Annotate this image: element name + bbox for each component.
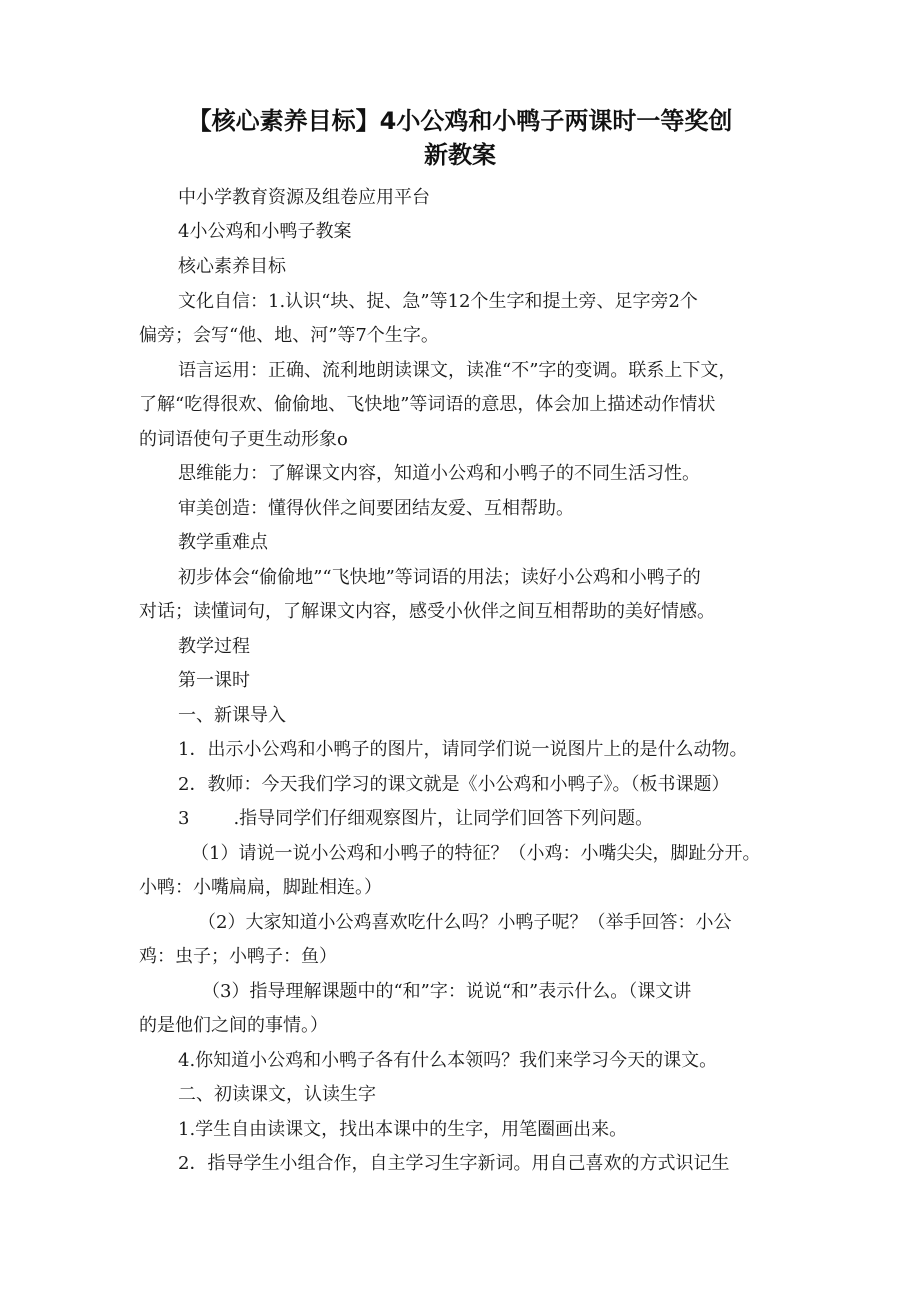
list-item-number: 3 (178, 808, 190, 829)
paragraph-line: 文化自信：1.认识“块、捉、急”等12个生字和提土旁、足字旁2个 (178, 291, 698, 312)
heading-reading: 二、初读课文，认读生字 (178, 1084, 376, 1105)
paragraph-line: 语言运用：正确、流利地朗读课文，读准“不”字的变调。联系上下文， (178, 360, 737, 381)
paragraph-line: （2）大家知道小公鸡喜欢吃什么吗？小鸭子呢？（举手回答：小公 (198, 912, 732, 933)
document-title (120, 104, 800, 172)
list-item: 2．教师：今天我们学习的课文就是《小公鸡和小鸭子》。（板书课题） (178, 774, 730, 795)
lesson-name: 4小公鸡和小鸭子教案 (178, 221, 352, 242)
list-item-text: .指导同学们仔细观察图片，让同学们回答下列问题。 (233, 808, 654, 829)
list-item (178, 802, 808, 836)
list-item: 4.你知道小公鸡和小鸭子各有什么本领吗？我们来学习今天的课文。 (178, 1050, 718, 1071)
paragraph-line: （3）指导理解课题中的“和”字：说说“和”表示什么。（课文讲 (202, 981, 692, 1002)
title-line-1: 【核心素养目标】4小公鸡和小鸭子两课时一等奖创 (187, 107, 733, 135)
source-line: 中小学教育资源及组卷应用平台 (178, 187, 430, 208)
paragraph-line: 偏旁；会写“他、地、河”等7个生字。 (139, 325, 439, 346)
list-item: 2．指导学生小组合作，自主学习生字新词。用自己喜欢的方式识记生 (178, 1153, 730, 1174)
paragraph-line: 鸡：虫子；小鸭子：鱼） (139, 946, 337, 967)
paragraph-line: 了解“吃得很欢、偷偷地、飞快地”等词语的意思，体会加上描述动作情状 (139, 394, 716, 415)
heading-process: 教学过程 (178, 636, 250, 657)
list-item: 1．出示小公鸡和小鸭子的图片，请同学们说一说图片上的是什么动物。 (178, 739, 748, 760)
paragraph-line: 小鸭：小嘴扁扁，脚趾相连。） (139, 877, 382, 898)
paragraph-line: 的是他们之间的事情。） (139, 1015, 328, 1036)
heading-key-points: 教学重难点 (178, 532, 268, 553)
heading-goals: 核心素养目标 (178, 256, 286, 277)
paragraph-line: 对话；读懂词句，了解课文内容，感受小伙伴之间互相帮助的美好情感。 (139, 601, 715, 622)
title-line-2: 新教案 (424, 141, 496, 169)
heading-period-1: 第一课时 (178, 670, 250, 691)
paragraph-line: （1）请说一说小公鸡和小鸭子的特征？（小鸡：小嘴尖尖，脚趾分开。 (191, 843, 761, 864)
paragraph-line: 审美创造：懂得伙伴之间要团结友爱、互相帮助。 (178, 498, 574, 519)
paragraph-line: 初步体会“偷偷地”“飞快地”等词语的用法；读好小公鸡和小鸭子的 (178, 567, 701, 588)
paragraph-line: 的词语使句子更生动形象o (139, 429, 348, 450)
list-item: 1.学生自由读课文，找出本课中的生字，用笔圈画出来。 (178, 1119, 628, 1140)
heading-intro: 一、新课导入 (178, 705, 286, 726)
paragraph-line: 思维能力：了解课文内容，知道小公鸡和小鸭子的不同生活习性。 (178, 463, 700, 484)
